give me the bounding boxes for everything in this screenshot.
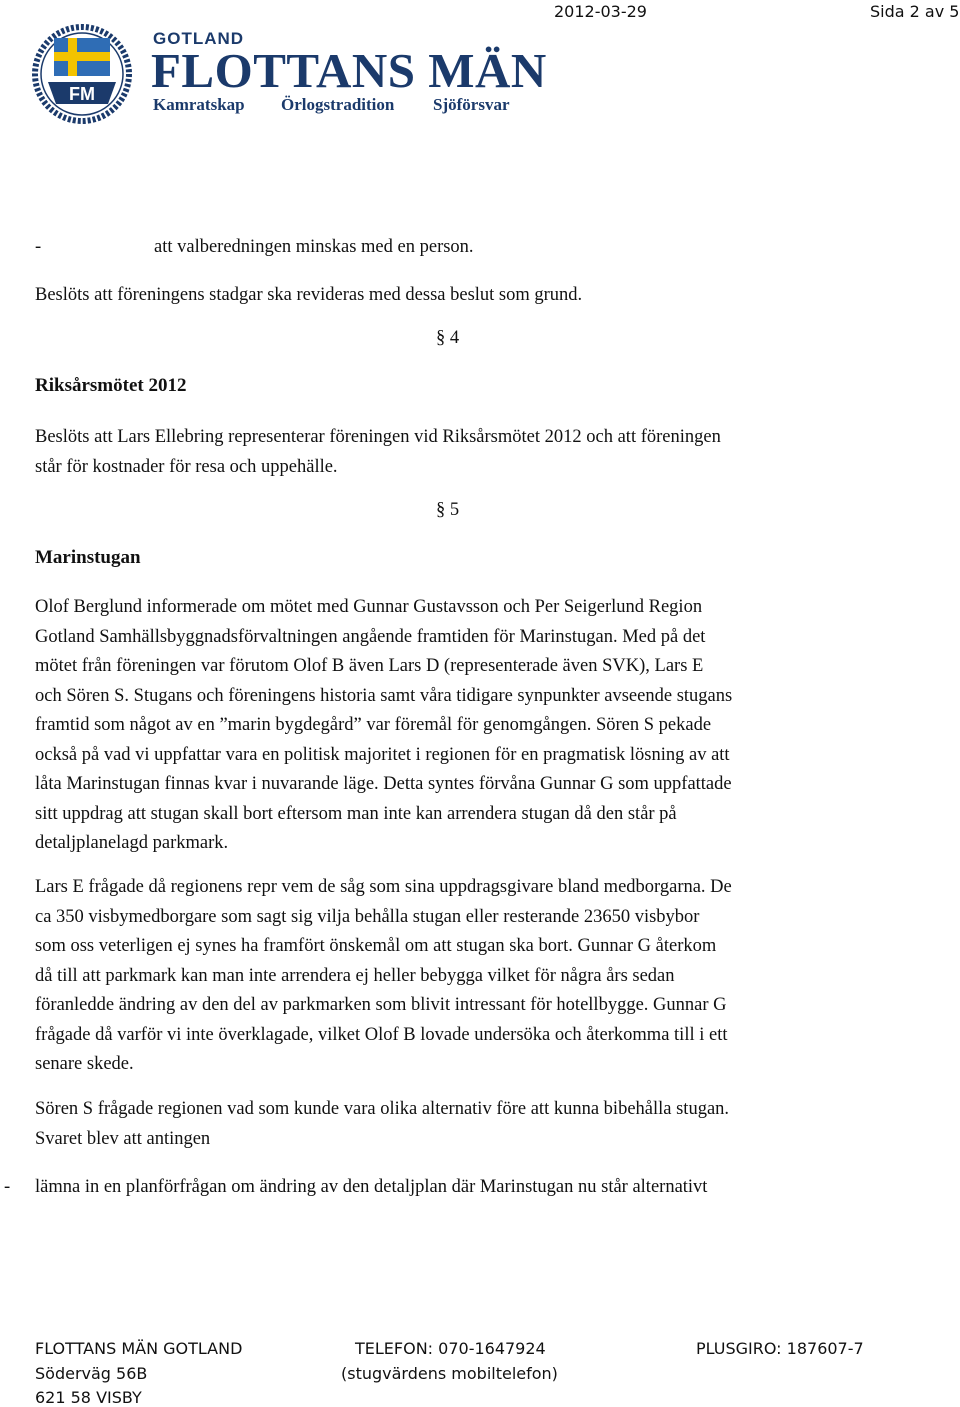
paragraph-line: Svaret blev att antingen — [35, 1128, 211, 1149]
paragraph-line: sitt uppdrag att stugan skall bort eftersom man inte kan arrendera stugan då den står på — [35, 803, 677, 824]
paragraph-line: framtid som något av en ”marin bygdegård” var föremål för genomgången. Sören S pekade — [35, 715, 712, 735]
paragraph-line: mötet från föreningen var förutom Olof B även Lars D (representerade även SVK), Lars E — [35, 656, 704, 676]
section-heading-riksarsmotet: Riksårsmötet 2012 — [35, 375, 187, 396]
brand-name: FLOTTANS MÄN — [151, 43, 547, 98]
section5-paragraph-2 — [35, 873, 885, 1080]
paragraph-line: då till att parkmark kan man inte arrendera ej heller bebygga vilket för några års sedan — [35, 965, 675, 986]
section-number-5: § 5 — [436, 500, 460, 520]
paragraph-line: senare skede. — [35, 1054, 134, 1074]
paragraph-line: detaljplanelagd parkmark. — [35, 833, 229, 853]
footer-plusgiro: PLUSGIRO: 187607-7 — [696, 1339, 864, 1358]
paragraph-line: Sören S frågade regionen vad som kunde vara olika alternativ före att kunna bibehålla stugan. — [35, 1099, 730, 1119]
paragraph-line: Olof Berglund informerade om mötet med Gunnar Gustavsson och Per Seigerlund Region — [35, 597, 703, 617]
paragraph-line: och Sören S. Stugans och föreningens historia samt våra tidigare synpunkter avseende stugans — [35, 685, 733, 706]
footer-street: Söderväg 56B — [35, 1364, 148, 1383]
paragraph-line: Beslöts att Lars Ellebring representerar föreningen vid Riksårsmötet 2012 och att föreningen — [35, 427, 721, 447]
list-item: lämna in en planförfrågan om ändring av den detaljplan där Marinstugan nu står alternativt — [35, 1177, 708, 1197]
paragraph-line: låta Marinstugan finnas kvar i nuvarande läge. Detta syntes förvåna Gunnar G som uppfattade — [35, 774, 732, 794]
paragraph-line: också på vad vi uppfattar vara en politisk majoritet i regionen för en pragmatisk lösning av att — [35, 744, 730, 765]
brand-region: GOTLAND — [153, 29, 245, 48]
section4-paragraph — [35, 423, 885, 482]
footer-city: 621 58 VISBY — [35, 1388, 142, 1407]
section5-paragraph-3 — [35, 1095, 885, 1154]
list-item: att valberedningen minskas med en person. — [154, 237, 474, 257]
paragraph-line: frågade då varför vi inte överklagade, vilket Olof B lovade undersöka och återkomma till i ett — [35, 1024, 728, 1045]
section-number-4: § 4 — [436, 328, 460, 348]
tagline-sjoforsvar: Sjöförsvar — [433, 95, 510, 114]
paragraph-line: Gotland Samhällsbyggnadsförvaltningen angående framtiden för Marinstugan. Med på det — [35, 626, 706, 647]
header-date: 2012-03-29 — [554, 2, 647, 21]
footer-phone: TELEFON: 070-1647924 — [355, 1339, 546, 1358]
footer-phone-note: (stugvärdens mobiltelefon) — [341, 1364, 558, 1383]
tagline-orlogstradition: Örlogstradition — [281, 95, 395, 114]
footer-org: FLOTTANS MÄN GOTLAND — [35, 1339, 243, 1358]
paragraph-line: Lars E frågade då regionens repr vem de såg som sina uppdragsgivare bland medborgarna. De — [35, 877, 732, 897]
page-number: Sida 2 av 5 — [870, 2, 960, 21]
paragraph-line: föranledde ändring av den del av parkmarken som blivit intressant för hotellbygge. Gunnar G — [35, 995, 727, 1015]
section-heading-marinstugan: Marinstugan — [35, 547, 141, 568]
fm-logo-icon — [32, 20, 132, 126]
resolution-text: Beslöts att föreningens stadgar ska revideras med dessa beslut som grund. — [35, 285, 583, 305]
section5-paragraph-1 — [35, 593, 885, 859]
paragraph-line: som oss veterligen ej synes ha framfört önskemål om att stugan ska bort. Gunnar G återkom — [35, 936, 717, 956]
paragraph-line: står för kostnader för resa och uppehälle. — [35, 456, 338, 477]
tagline-kamratskap: Kamratskap — [153, 95, 245, 114]
list-dash: - — [35, 237, 42, 257]
paragraph-line: ca 350 visbymedborgare som sagt sig vilja behålla stugan eller resterande 23650 visbybor — [35, 906, 700, 927]
list-dash: - — [4, 1177, 11, 1197]
logo-letters: FM — [69, 84, 95, 104]
